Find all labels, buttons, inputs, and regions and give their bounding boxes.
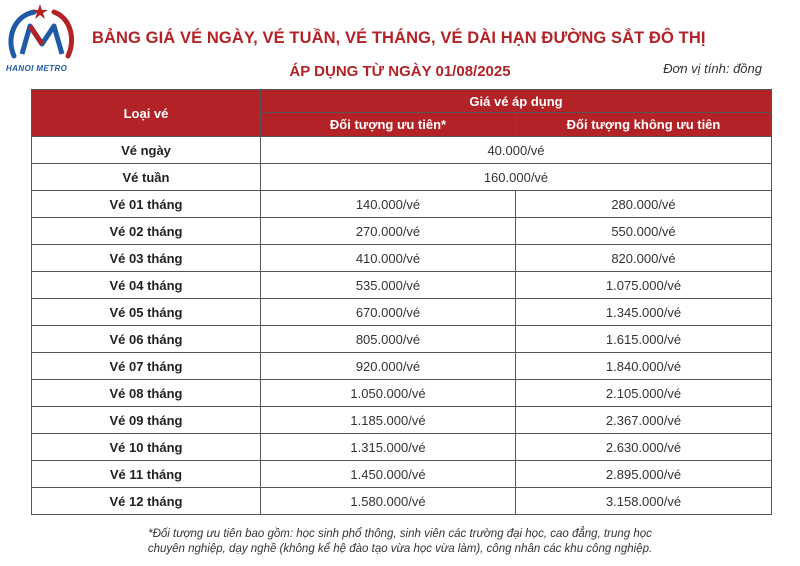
table-row bbox=[32, 461, 772, 488]
priority-price: 1.315.000/vé bbox=[261, 434, 516, 461]
ticket-type: Vé 03 tháng bbox=[32, 245, 261, 272]
footnote-line-2: chuyên nghiệp, dạy nghề (không kể hệ đào tạo vừa học vừa làm), công nhân các khu công nghiệp. bbox=[147, 543, 653, 555]
ticket-type: Vé 06 tháng bbox=[32, 326, 261, 353]
table-row bbox=[32, 245, 772, 272]
non-priority-price: 2.105.000/vé bbox=[516, 380, 772, 407]
priority-price: 535.000/vé bbox=[261, 272, 516, 299]
ticket-type: Vé 05 tháng bbox=[32, 299, 261, 326]
ticket-type: Vé tuần bbox=[32, 164, 261, 191]
non-priority-price: 550.000/vé bbox=[516, 218, 772, 245]
priority-price: 920.000/vé bbox=[261, 353, 516, 380]
footnote bbox=[0, 527, 800, 557]
priority-price: 1.580.000/vé bbox=[261, 488, 516, 515]
priority-price: 670.000/vé bbox=[261, 299, 516, 326]
non-priority-price: 2.630.000/vé bbox=[516, 434, 772, 461]
priority-price: 1.050.000/vé bbox=[261, 380, 516, 407]
footnote-line-1: *Đối tượng ưu tiên bao gồm: học sinh phổ thông, sinh viên các trường đại học, cao đẳng, trung học bbox=[148, 528, 652, 540]
table-row bbox=[32, 218, 772, 245]
ticket-type: Vé 12 tháng bbox=[32, 488, 261, 515]
col-header-price-group: Giá vé áp dụng bbox=[261, 90, 772, 113]
non-priority-price: 3.158.000/vé bbox=[516, 488, 772, 515]
non-priority-price: 2.367.000/vé bbox=[516, 407, 772, 434]
priority-price: 410.000/vé bbox=[261, 245, 516, 272]
priority-price: 270.000/vé bbox=[261, 218, 516, 245]
table-row bbox=[32, 299, 772, 326]
table-row bbox=[32, 137, 772, 164]
table-row bbox=[32, 488, 772, 515]
logo-text: HANOI METRO bbox=[6, 64, 68, 73]
priority-price: 1.450.000/vé bbox=[261, 461, 516, 488]
ticket-type: Vé 04 tháng bbox=[32, 272, 261, 299]
non-priority-price: 820.000/vé bbox=[516, 245, 772, 272]
unit-label: Đơn vị tính: đồng bbox=[663, 61, 762, 76]
ticket-type: Vé 08 tháng bbox=[32, 380, 261, 407]
table-row bbox=[32, 407, 772, 434]
ticket-type: Vé 10 tháng bbox=[32, 434, 261, 461]
col-header-priority: Đối tượng ưu tiên* bbox=[261, 113, 516, 137]
non-priority-price: 280.000/vé bbox=[516, 191, 772, 218]
table-row bbox=[32, 434, 772, 461]
ticket-price: 160.000/vé bbox=[261, 164, 772, 191]
table-row bbox=[32, 272, 772, 299]
ticket-type: Vé 01 tháng bbox=[32, 191, 261, 218]
priority-price: 1.185.000/vé bbox=[261, 407, 516, 434]
metro-m-icon bbox=[4, 4, 80, 68]
non-priority-price: 1.075.000/vé bbox=[516, 272, 772, 299]
priority-price: 805.000/vé bbox=[261, 326, 516, 353]
page-title: BẢNG GIÁ VÉ NGÀY, VÉ TUẦN, VÉ THÁNG, VÉ DÀI HẠN ĐƯỜNG SẮT ĐÔ THỊ bbox=[92, 29, 706, 47]
table-row bbox=[32, 353, 772, 380]
price-table bbox=[31, 89, 772, 515]
priority-price: 140.000/vé bbox=[261, 191, 516, 218]
ticket-price: 40.000/vé bbox=[261, 137, 772, 164]
non-priority-price: 1.615.000/vé bbox=[516, 326, 772, 353]
non-priority-price: 1.345.000/vé bbox=[516, 299, 772, 326]
ticket-type: Vé 09 tháng bbox=[32, 407, 261, 434]
page-subtitle: ÁP DỤNG TỪ NGÀY 01/08/2025 bbox=[289, 63, 511, 80]
col-header-type: Loại vé bbox=[32, 90, 261, 137]
col-header-non-priority: Đối tượng không ưu tiên bbox=[516, 113, 772, 137]
table-row bbox=[32, 380, 772, 407]
table-row bbox=[32, 164, 772, 191]
non-priority-price: 1.840.000/vé bbox=[516, 353, 772, 380]
table-row bbox=[32, 191, 772, 218]
table-body bbox=[32, 137, 772, 515]
table-header bbox=[32, 90, 772, 137]
non-priority-price: 2.895.000/vé bbox=[516, 461, 772, 488]
ticket-type: Vé ngày bbox=[32, 137, 261, 164]
table-row bbox=[32, 326, 772, 353]
ticket-type: Vé 11 tháng bbox=[32, 461, 261, 488]
ticket-type: Vé 02 tháng bbox=[32, 218, 261, 245]
ticket-type: Vé 07 tháng bbox=[32, 353, 261, 380]
